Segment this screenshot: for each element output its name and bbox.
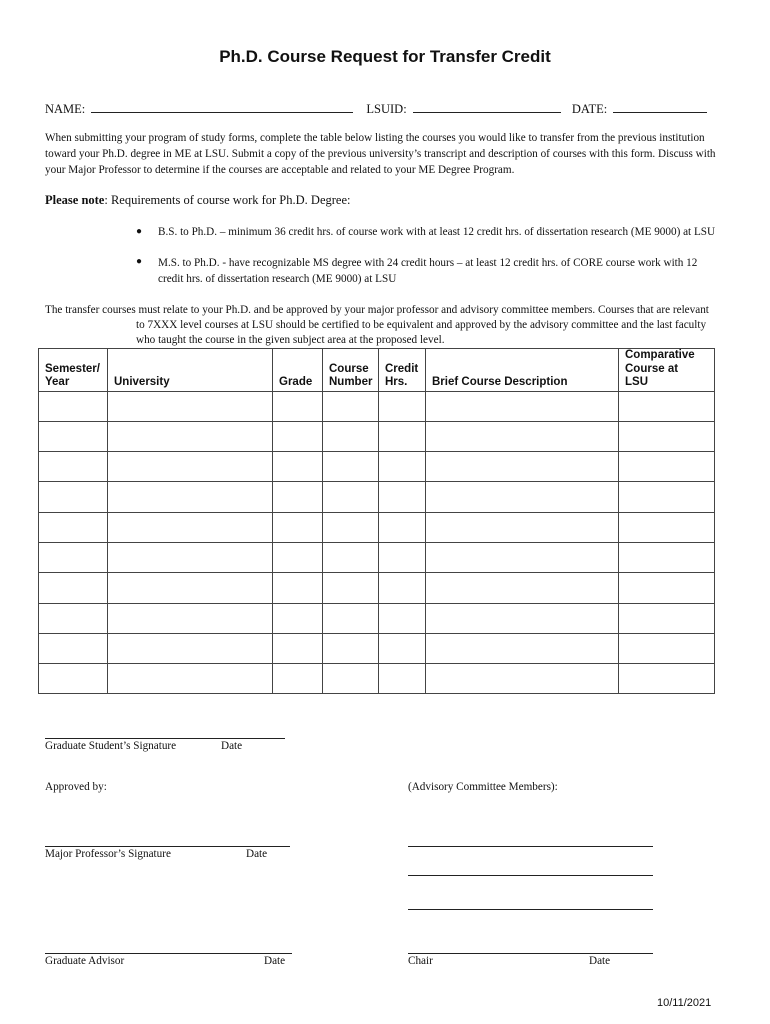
table-cell[interactable] — [39, 664, 108, 694]
note-heading — [45, 193, 350, 208]
table-cell[interactable] — [379, 603, 426, 633]
table-cell[interactable] — [273, 421, 323, 451]
table-cell[interactable] — [323, 391, 379, 421]
table-cell[interactable] — [379, 482, 426, 512]
bullet-1-text: B.S. to Ph.D. – minimum 36 credit hrs. of course work with at least 12 credit hrs. of dissertation research (ME 9000) at LSU — [158, 226, 716, 238]
major-professor-label: Major Professor’s Signature — [45, 848, 171, 860]
table-cell[interactable] — [426, 452, 619, 482]
table-cell[interactable] — [379, 573, 426, 603]
table-cell[interactable] — [273, 391, 323, 421]
table-cell[interactable] — [323, 421, 379, 451]
committee-signature-line[interactable] — [408, 846, 653, 847]
table-row — [39, 512, 715, 542]
table-body — [39, 391, 715, 694]
table-cell[interactable] — [39, 421, 108, 451]
intro-line-1: When submitting your program of study forms, complete the table below listing the courses you would like to transfer from the previous institution — [45, 132, 705, 144]
table-row — [39, 664, 715, 694]
table-cell[interactable] — [273, 542, 323, 572]
page-title: Ph.D. Course Request for Transfer Credit — [219, 47, 551, 66]
table-cell[interactable] — [379, 664, 426, 694]
col-header-description: Brief Course Description — [426, 349, 619, 392]
chair-date-label: Date — [589, 955, 611, 967]
transfer-credit-table — [38, 348, 715, 694]
table-header-row — [39, 349, 715, 392]
graduate-advisor-signature-line[interactable] — [45, 953, 292, 954]
chair-label: Chair — [408, 955, 433, 967]
table-cell[interactable] — [108, 452, 273, 482]
committee-label: (Advisory Committee Members): — [408, 781, 558, 793]
table-cell[interactable] — [379, 391, 426, 421]
table-cell[interactable] — [323, 664, 379, 694]
table-cell[interactable] — [426, 421, 619, 451]
table-cell[interactable] — [108, 391, 273, 421]
table-cell[interactable] — [108, 603, 273, 633]
table-row — [39, 573, 715, 603]
col-header-university: University — [108, 349, 273, 392]
col-header-grade: Grade — [273, 349, 323, 392]
table-cell[interactable] — [273, 452, 323, 482]
intro-line-3: your Major Professor to determine if the courses are acceptable and related to your ME Degree Program. — [45, 164, 515, 176]
table-cell[interactable] — [619, 391, 715, 421]
table-cell[interactable] — [426, 391, 619, 421]
bullet-2-line-1: M.S. to Ph.D. - have recognizable MS degree with 24 credit hours – at least 12 credit hrs. of CORE course work with 12 — [158, 257, 698, 269]
table-cell[interactable] — [619, 573, 715, 603]
date-label: DATE: — [571, 102, 608, 116]
table-cell[interactable] — [619, 512, 715, 542]
lsuid-label: LSUID: — [366, 102, 407, 116]
student-signature-label: Graduate Student’s Signature — [45, 740, 177, 752]
major-professor-signature-line[interactable] — [45, 846, 290, 847]
table-cell[interactable] — [426, 573, 619, 603]
lsuid-field[interactable] — [413, 101, 561, 113]
table-cell[interactable] — [39, 482, 108, 512]
name-field[interactable] — [91, 101, 353, 113]
table-row — [39, 633, 715, 663]
table-cell[interactable] — [108, 421, 273, 451]
table-cell[interactable] — [619, 603, 715, 633]
table-row — [39, 542, 715, 572]
table-cell[interactable] — [108, 573, 273, 603]
table-cell[interactable] — [323, 603, 379, 633]
table-cell[interactable] — [379, 452, 426, 482]
table-cell[interactable] — [273, 603, 323, 633]
table-row — [39, 603, 715, 633]
table-row — [39, 391, 715, 421]
table-cell[interactable] — [39, 603, 108, 633]
student-signature-line[interactable] — [45, 738, 285, 739]
chair-signature-line[interactable] — [408, 953, 653, 954]
table-cell[interactable] — [323, 482, 379, 512]
student-date-label: Date — [221, 740, 243, 752]
table-cell[interactable] — [323, 512, 379, 542]
table-cell[interactable] — [39, 542, 108, 572]
table-cell[interactable] — [619, 664, 715, 694]
table-cell[interactable] — [619, 633, 715, 663]
table-cell[interactable] — [619, 452, 715, 482]
table-cell[interactable] — [39, 633, 108, 663]
table-cell[interactable] — [619, 542, 715, 572]
note-text: : Requirements of course work for Ph.D. Degree: — [104, 193, 351, 207]
table-cell[interactable] — [108, 542, 273, 572]
table-cell[interactable] — [323, 542, 379, 572]
table-cell[interactable] — [426, 542, 619, 572]
transfer-line-2: to 7XXX level courses at LSU should be certified to be equivalent and approved by the advisory committee and the last faculty — [136, 319, 707, 331]
table-cell[interactable] — [273, 573, 323, 603]
major-professor-date-label: Date — [246, 848, 268, 860]
col-header-comparative: Comparative Course at LSU — [619, 349, 715, 392]
table-cell[interactable] — [426, 482, 619, 512]
table-cell[interactable] — [426, 603, 619, 633]
table-cell[interactable] — [39, 512, 108, 542]
transfer-line-1: The transfer courses must relate to your Ph.D. and be approved by your major professor and advisory committee members. Courses that are relevant — [45, 304, 709, 316]
table-cell[interactable] — [273, 482, 323, 512]
bullet-2-line-2: credit hrs. of dissertation research (ME 9000) at LSU — [158, 273, 397, 285]
table-cell[interactable] — [108, 482, 273, 512]
graduate-advisor-date-label: Date — [264, 955, 286, 967]
table-row — [39, 452, 715, 482]
table-cell[interactable] — [426, 664, 619, 694]
transfer-line-3: who taught the course in the given subject area at the proposed level. — [136, 334, 445, 346]
table-cell[interactable] — [273, 633, 323, 663]
table-cell[interactable] — [323, 452, 379, 482]
table-cell[interactable] — [273, 512, 323, 542]
table-cell[interactable] — [108, 664, 273, 694]
footer-date: 10/11/2021 — [657, 997, 712, 1009]
table-cell[interactable] — [619, 482, 715, 512]
table-cell[interactable] — [323, 633, 379, 663]
table-cell[interactable] — [273, 664, 323, 694]
table-cell[interactable] — [379, 542, 426, 572]
note-label: Please note — [45, 193, 105, 207]
graduate-advisor-label: Graduate Advisor — [45, 955, 125, 967]
table-cell[interactable] — [39, 391, 108, 421]
intro-line-2: toward your Ph.D. degree in ME at LSU. Submit a copy of the previous university’s transcript and description of courses with this form. Discuss with — [45, 148, 716, 160]
bullet-icon: ● — [136, 226, 143, 237]
table-cell[interactable] — [39, 452, 108, 482]
col-header-semester: Semester/ Year — [39, 349, 108, 392]
bullet-icon: ● — [136, 256, 143, 267]
table-cell[interactable] — [426, 512, 619, 542]
name-label: NAME: — [45, 102, 86, 116]
col-header-credit-hours: Credit Hrs. — [379, 349, 426, 392]
table-cell[interactable] — [379, 633, 426, 663]
approved-by-label: Approved by: — [45, 781, 107, 793]
table-cell[interactable] — [379, 421, 426, 451]
committee-signature-line[interactable] — [408, 875, 653, 876]
table-cell[interactable] — [39, 573, 108, 603]
table-row — [39, 482, 715, 512]
header-fields — [45, 101, 707, 117]
table-cell[interactable] — [108, 512, 273, 542]
table-cell[interactable] — [379, 512, 426, 542]
col-header-course-number: Course Number — [323, 349, 379, 392]
table-cell[interactable] — [426, 633, 619, 663]
committee-signature-line[interactable] — [408, 909, 653, 910]
table-cell[interactable] — [108, 633, 273, 663]
table-cell[interactable] — [619, 421, 715, 451]
date-field[interactable] — [613, 101, 707, 113]
table-cell[interactable] — [323, 573, 379, 603]
table-row — [39, 421, 715, 451]
